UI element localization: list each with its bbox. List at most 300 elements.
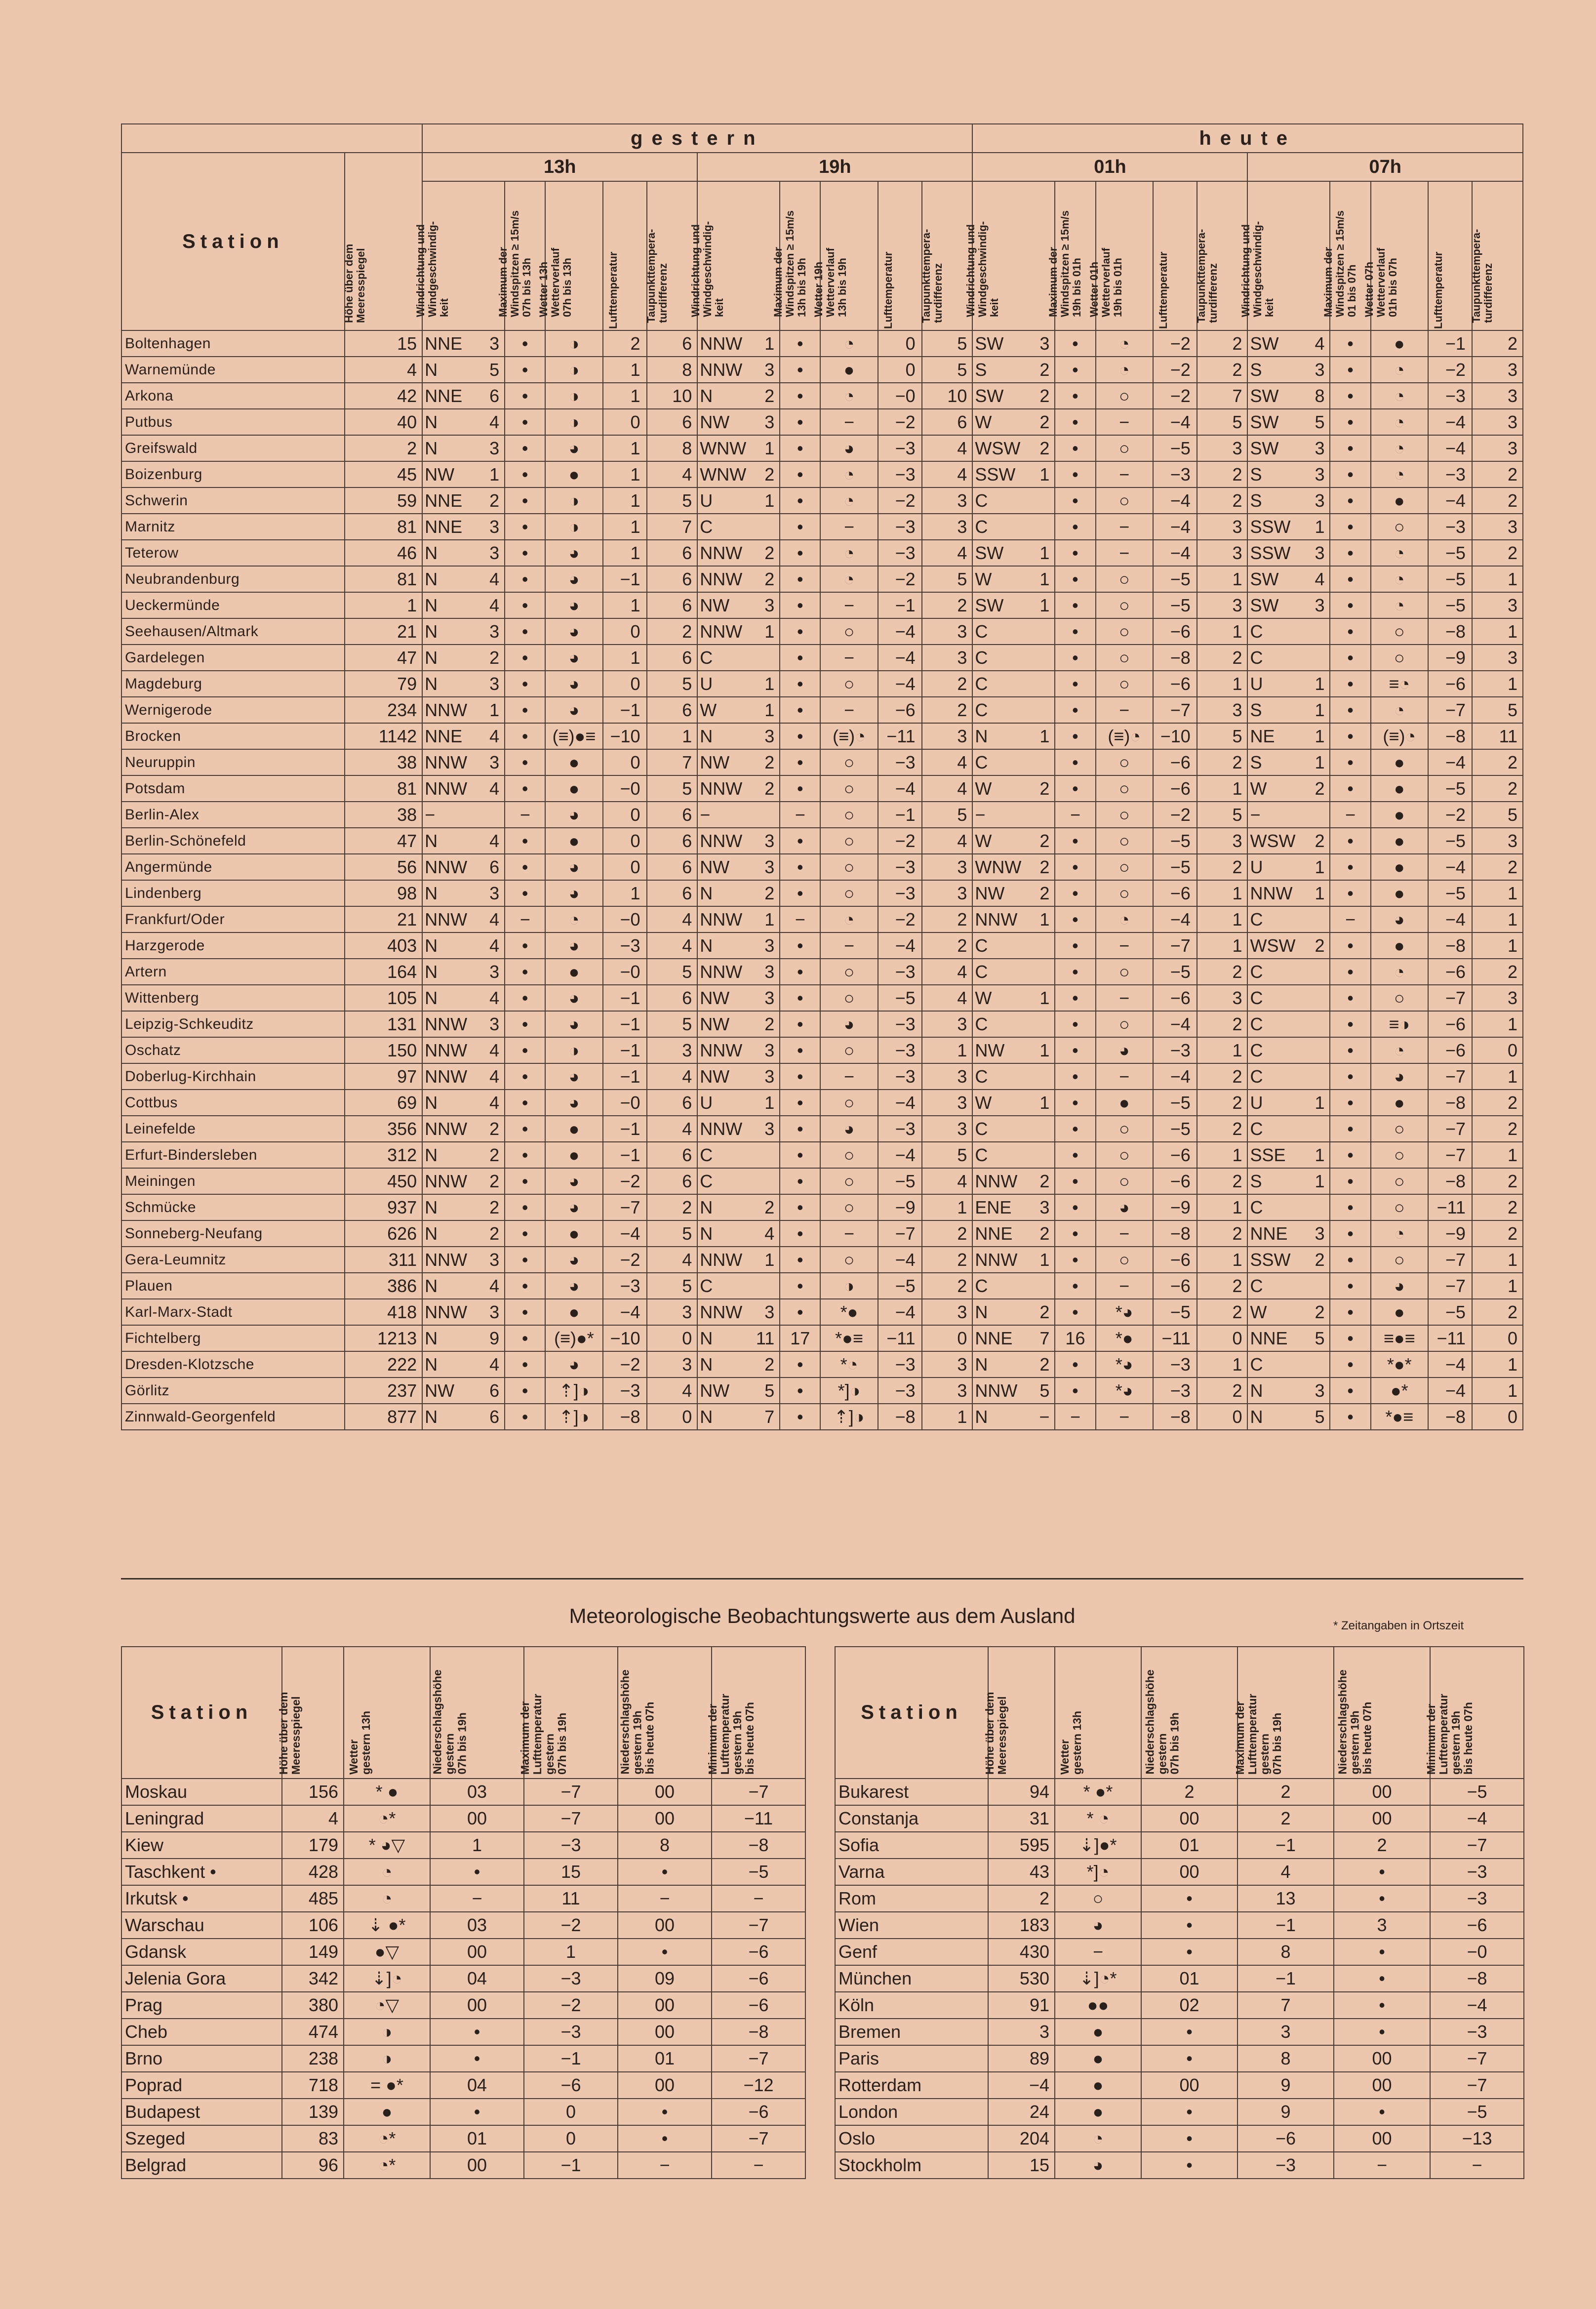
temperature-13h: 1	[603, 880, 647, 906]
ausland-row	[835, 2019, 1524, 2045]
weather-19h: ◔	[820, 383, 878, 409]
wind-speed-13h	[463, 802, 505, 828]
ausland-precip-day: •	[430, 1859, 524, 1885]
dewpoint-diff-13h: 6	[647, 854, 698, 880]
dewpoint-diff-07h: 5	[1472, 697, 1523, 723]
temperature-07h: −3	[1428, 383, 1472, 409]
dewpoint-diff-07h: 2	[1472, 854, 1523, 880]
ausland-precip-night: 3	[1334, 1912, 1430, 1939]
wind-speed-13h: 4	[463, 932, 505, 959]
dewpoint-diff-13h: 5	[647, 1220, 698, 1247]
wind-max-19h: •	[780, 645, 820, 671]
temperature-01h: −8	[1153, 645, 1197, 671]
ausland-temp-max: 11	[524, 1885, 618, 1912]
wind-speed-01h: 2	[1013, 775, 1055, 802]
dewpoint-diff-07h: 2	[1472, 1194, 1523, 1220]
temperature-13h: −4	[603, 1220, 647, 1247]
ausland-col-height-left: Höhe über dem Meeresspiegel	[282, 1647, 344, 1779]
wind-max-01h: •	[1055, 1090, 1095, 1116]
station-height: 79	[345, 671, 422, 697]
wind-speed-19h: 3	[738, 932, 780, 959]
wind-max-01h: 16	[1055, 1325, 1095, 1351]
ausland-col-station-right: Station	[835, 1647, 988, 1779]
ausland-height: 718	[282, 2072, 344, 2099]
ausland-temp-min: −7	[1430, 2072, 1524, 2099]
weather-19h: −	[820, 932, 878, 959]
temperature-19h: −4	[878, 1090, 922, 1116]
wind-max-01h: •	[1055, 645, 1095, 671]
wind-speed-19h: 1	[738, 1247, 780, 1273]
wind-speed-01h: 2	[1013, 383, 1055, 409]
dewpoint-diff-01h: 2	[1197, 1090, 1248, 1116]
wind-speed-19h: 4	[738, 1220, 780, 1247]
ausland-precip-night: •	[618, 1939, 712, 1965]
weather-07h: ○	[1371, 645, 1428, 671]
ausland-precip-day: •	[1141, 2019, 1237, 2045]
weather-19h: ○	[820, 775, 878, 802]
weather-19h: −	[820, 697, 878, 723]
dewpoint-diff-19h: 2	[922, 592, 973, 618]
dewpoint-diff-13h: 6	[647, 1142, 698, 1168]
ausland-temp-max: 9	[1237, 2072, 1334, 2099]
dewpoint-diff-19h: 1	[922, 1404, 973, 1430]
ausland-precip-day: •	[430, 2019, 524, 2045]
wind-speed-19h	[738, 1142, 780, 1168]
wind-max-01h: •	[1055, 880, 1095, 906]
temperature-19h: −11	[878, 1325, 922, 1351]
wind-speed-13h: 2	[463, 1220, 505, 1247]
col-header-dewdiff-07h: Taupunkttempera- turdifferenz	[1472, 181, 1523, 330]
temperature-13h: −0	[603, 906, 647, 932]
dewpoint-diff-01h: 3	[1197, 540, 1248, 566]
station-name: Ueckermünde	[121, 592, 345, 618]
wind-max-13h: •	[505, 618, 545, 645]
ausland-height: 139	[282, 2099, 344, 2125]
weather-01h: ○	[1096, 775, 1153, 802]
station-row	[121, 906, 1523, 932]
wind-speed-19h: 2	[738, 383, 780, 409]
col-header-temp-13h: Lufttemperatur	[603, 181, 647, 330]
wind-dir-13h: NNW	[422, 1299, 463, 1325]
wind-max-19h: •	[780, 1037, 820, 1063]
temperature-07h: −5	[1428, 566, 1472, 592]
ausland-temp-min: −5	[1430, 2099, 1524, 2125]
wind-dir-13h: N	[422, 618, 463, 645]
wind-dir-07h: WSW	[1247, 828, 1288, 854]
temperature-07h: −9	[1428, 645, 1472, 671]
temperature-01h: −3	[1153, 461, 1197, 487]
wind-dir-01h: SW	[972, 330, 1013, 357]
ausland-precip-day: 03	[430, 1912, 524, 1939]
ausland-row	[121, 2152, 805, 2179]
wind-speed-13h: 4	[463, 723, 505, 749]
dewpoint-diff-07h: 3	[1472, 435, 1523, 461]
wind-speed-07h: 1	[1288, 723, 1330, 749]
ausland-table-right	[835, 1646, 1524, 2179]
dewpoint-diff-19h: 3	[922, 514, 973, 540]
station-height: 418	[345, 1299, 422, 1325]
dewpoint-diff-07h: 2	[1472, 540, 1523, 566]
wind-dir-19h: NNW	[697, 330, 738, 357]
wind-max-13h: •	[505, 1037, 545, 1063]
ausland-precip-day: •	[1141, 2045, 1237, 2072]
ausland-temp-min: −0	[1430, 1939, 1524, 1965]
temperature-13h: 2	[603, 330, 647, 357]
temperature-19h: −3	[878, 1037, 922, 1063]
ausland-station: Irkutsk •	[121, 1885, 282, 1912]
weather-07h: ◔	[1371, 409, 1428, 435]
ausland-height: 430	[988, 1939, 1055, 1965]
wind-max-19h: •	[780, 540, 820, 566]
dewpoint-diff-07h: 11	[1472, 723, 1523, 749]
temperature-13h: 1	[603, 383, 647, 409]
station-row	[121, 854, 1523, 880]
wind-dir-13h: N	[422, 592, 463, 618]
dewpoint-diff-07h: 2	[1472, 330, 1523, 357]
wind-dir-01h: C	[972, 1142, 1013, 1168]
wind-max-19h: •	[780, 1194, 820, 1220]
wind-max-01h: •	[1055, 697, 1095, 723]
wind-max-13h: •	[505, 723, 545, 749]
weather-07h: ●	[1371, 749, 1428, 775]
station-height: 21	[345, 906, 422, 932]
dewpoint-diff-19h: 2	[922, 671, 973, 697]
ausland-col-temp-min-left: Minimum der Lufttemperatur gestern 19h bis heute 07h	[712, 1647, 805, 1779]
ausland-precip-night: 8	[618, 1832, 712, 1859]
temperature-13h: −1	[603, 1011, 647, 1037]
ausland-col-height-right: Höhe über dem Meeresspiegel	[988, 1647, 1055, 1779]
ausland-station: München	[835, 1965, 988, 1992]
dewpoint-diff-01h: 3	[1197, 985, 1248, 1011]
weather-13h: ●	[545, 1299, 602, 1325]
temperature-01h: −6	[1153, 1273, 1197, 1299]
dewpoint-diff-07h: 5	[1472, 802, 1523, 828]
wind-max-19h: −	[780, 802, 820, 828]
wind-max-13h: •	[505, 645, 545, 671]
wind-dir-07h: SW	[1247, 566, 1288, 592]
station-height: 150	[345, 1037, 422, 1063]
weather-19h: *●	[820, 1299, 878, 1325]
wind-max-07h: •	[1330, 671, 1370, 697]
temperature-01h: −4	[1153, 906, 1197, 932]
wind-speed-01h	[1013, 487, 1055, 514]
wind-dir-13h: NNE	[422, 330, 463, 357]
dewpoint-diff-19h: 3	[922, 854, 973, 880]
ausland-precip-day: 01	[1141, 1965, 1237, 1992]
temperature-07h: −5	[1428, 775, 1472, 802]
dewpoint-diff-07h: 1	[1472, 1273, 1523, 1299]
ausland-weather-13h: ●▽	[344, 1939, 430, 1965]
wind-dir-01h: NNW	[972, 906, 1013, 932]
wind-max-01h: •	[1055, 487, 1095, 514]
temperature-07h: −7	[1428, 985, 1472, 1011]
ausland-precip-day: •	[1141, 1912, 1237, 1939]
wind-max-01h: •	[1055, 1247, 1095, 1273]
wind-dir-13h: NNW	[422, 749, 463, 775]
ausland-precip-day: −	[430, 1885, 524, 1912]
weather-01h: ○	[1096, 435, 1153, 461]
weather-13h: ◑	[545, 1037, 602, 1063]
wind-dir-07h: −	[1247, 802, 1288, 828]
wind-speed-19h: 3	[738, 1063, 780, 1090]
dewpoint-diff-13h: 5	[647, 1011, 698, 1037]
wind-speed-07h: 3	[1288, 357, 1330, 383]
ausland-station: Cheb	[121, 2019, 282, 2045]
dewpoint-diff-01h: 1	[1197, 1142, 1248, 1168]
wind-max-01h: •	[1055, 1037, 1095, 1063]
temperature-07h: −7	[1428, 1247, 1472, 1273]
temperature-01h: −2	[1153, 330, 1197, 357]
wind-speed-13h: 3	[463, 959, 505, 985]
ausland-weather-13h: ⇣]◔*	[1055, 1965, 1141, 1992]
station-row	[121, 592, 1523, 618]
wind-max-07h: •	[1330, 1247, 1370, 1273]
dewpoint-diff-01h: 2	[1197, 1273, 1248, 1299]
dewpoint-diff-01h: 1	[1197, 775, 1248, 802]
main-table-body	[121, 330, 1523, 1430]
wind-dir-07h: C	[1247, 1063, 1288, 1090]
ausland-temp-max: −6	[1237, 2125, 1334, 2152]
wind-max-13h: •	[505, 592, 545, 618]
wind-speed-01h: 2	[1013, 357, 1055, 383]
wind-dir-01h: WNW	[972, 854, 1013, 880]
wind-max-07h: •	[1330, 1404, 1370, 1430]
dewpoint-diff-19h: 4	[922, 775, 973, 802]
wind-max-13h: •	[505, 1116, 545, 1142]
ausland-weather-13h: ⇣]●*	[1055, 1832, 1141, 1859]
col-header-weather-01h: Wetter 01h Wetterverlauf 19h bis 01h	[1096, 181, 1153, 330]
wind-max-13h: •	[505, 566, 545, 592]
dewpoint-diff-01h: 1	[1197, 1037, 1248, 1063]
wind-speed-07h: 4	[1288, 566, 1330, 592]
wind-speed-13h: 1	[463, 697, 505, 723]
station-name: Artern	[121, 959, 345, 985]
ausland-precip-day: •	[430, 2045, 524, 2072]
wind-speed-07h: 3	[1288, 487, 1330, 514]
weather-01h: ○	[1096, 1247, 1153, 1273]
dewpoint-diff-19h: 3	[922, 487, 973, 514]
ausland-precip-day: 00	[430, 2152, 524, 2179]
wind-max-19h: •	[780, 461, 820, 487]
temperature-13h: −0	[603, 1090, 647, 1116]
wind-dir-13h: NW	[422, 461, 463, 487]
weather-19h: −	[820, 1063, 878, 1090]
weather-19h: −	[820, 592, 878, 618]
dewpoint-diff-13h: 6	[647, 985, 698, 1011]
ausland-temp-min: −4	[1430, 1992, 1524, 2019]
ausland-weather-13h: ●	[1055, 2072, 1141, 2099]
dewpoint-diff-07h: 2	[1472, 749, 1523, 775]
temperature-19h: −4	[878, 645, 922, 671]
weather-13h: ◑	[545, 409, 602, 435]
ausland-row	[121, 1885, 805, 1912]
weather-01h: ○	[1096, 383, 1153, 409]
wind-dir-19h: NNW	[697, 1299, 738, 1325]
temperature-01h: −6	[1153, 775, 1197, 802]
ausland-row	[835, 1805, 1524, 1832]
dewpoint-diff-01h: 1	[1197, 618, 1248, 645]
wind-speed-19h: 3	[738, 723, 780, 749]
ausland-height: 3	[988, 2019, 1055, 2045]
wind-max-07h: •	[1330, 357, 1370, 383]
col-header-dewdiff-13h: Taupunkttempera- turdifferenz	[647, 181, 698, 330]
wind-max-13h: •	[505, 435, 545, 461]
wind-speed-13h: 4	[463, 566, 505, 592]
ausland-precip-night: •	[618, 2125, 712, 2152]
ausland-col-precip-day-left: Niederschlagshöhe gestern 07h bis 19h	[430, 1647, 524, 1779]
dewpoint-diff-07h: 2	[1472, 775, 1523, 802]
temperature-07h: −3	[1428, 461, 1472, 487]
weather-07h: ◔	[1371, 697, 1428, 723]
station-name: Frankfurt/Oder	[121, 906, 345, 932]
ausland-height: 83	[282, 2125, 344, 2152]
wind-max-07h: •	[1330, 1377, 1370, 1404]
temperature-19h: −3	[878, 514, 922, 540]
wind-dir-13h: NNE	[422, 514, 463, 540]
temperature-07h: −8	[1428, 723, 1472, 749]
col-header-wind-01h: Windrichtung und Windgeschwindig- keit	[972, 181, 1055, 330]
dewpoint-diff-19h: 6	[922, 409, 973, 435]
ausland-height: 89	[988, 2045, 1055, 2072]
ausland-weather-13h: ●	[1055, 2099, 1141, 2125]
wind-max-19h: •	[780, 697, 820, 723]
dewpoint-diff-07h: 1	[1472, 1142, 1523, 1168]
ausland-weather-13h: ◕	[1055, 2152, 1141, 2179]
wind-speed-19h: 3	[738, 1037, 780, 1063]
wind-speed-13h: 3	[463, 1299, 505, 1325]
ausland-row	[835, 1939, 1524, 1965]
temperature-19h: −3	[878, 1377, 922, 1404]
wind-dir-13h: NNW	[422, 1168, 463, 1194]
ausland-height: 24	[988, 2099, 1055, 2125]
ausland-col-weather-13h-left: Wetter gestern 13h	[344, 1647, 430, 1779]
ausland-precip-night: •	[618, 1859, 712, 1885]
weather-13h: ●	[545, 1116, 602, 1142]
temperature-19h: −4	[878, 671, 922, 697]
ausland-station: Warschau	[121, 1912, 282, 1939]
temperature-07h: −6	[1428, 671, 1472, 697]
wind-dir-07h: C	[1247, 1351, 1288, 1377]
ausland-weather-13h: ⇣]◔	[344, 1965, 430, 1992]
wind-dir-07h: NNE	[1247, 1325, 1288, 1351]
dewpoint-diff-01h: 3	[1197, 435, 1248, 461]
ausland-weather-13h: ◔▽	[344, 1992, 430, 2019]
wind-speed-19h: 2	[738, 880, 780, 906]
wind-speed-07h	[1288, 906, 1330, 932]
ausland-height: 485	[282, 1885, 344, 1912]
wind-max-01h: •	[1055, 330, 1095, 357]
ausland-col-temp-max-left: Maximum der Lufttemperatur gestern 07h bis 19h	[524, 1647, 618, 1779]
dewpoint-diff-19h: 0	[922, 1325, 973, 1351]
col-header-temp-07h: Lufttemperatur	[1428, 181, 1472, 330]
ausland-weather-13h: ◔	[344, 1885, 430, 1912]
wind-speed-01h	[1013, 645, 1055, 671]
wind-speed-13h: 3	[463, 880, 505, 906]
dewpoint-diff-19h: 1	[922, 1194, 973, 1220]
wind-max-19h: •	[780, 566, 820, 592]
ausland-precip-night: 00	[618, 1992, 712, 2019]
wind-dir-01h: C	[972, 749, 1013, 775]
wind-dir-13h: NNE	[422, 723, 463, 749]
ausland-station: Belgrad	[121, 2152, 282, 2179]
ausland-temp-max: 2	[1237, 1779, 1334, 1805]
wind-dir-01h: NNE	[972, 1325, 1013, 1351]
weather-07h: ◔	[1371, 959, 1428, 985]
ausland-precip-night: •	[618, 2099, 712, 2125]
weather-07h: (≡)◔	[1371, 723, 1428, 749]
station-name: Neubrandenburg	[121, 566, 345, 592]
temperature-13h: 1	[603, 461, 647, 487]
station-height: 311	[345, 1247, 422, 1273]
station-name: Fichtelberg	[121, 1325, 345, 1351]
temperature-13h: 1	[603, 514, 647, 540]
weather-01h: −	[1096, 1273, 1153, 1299]
wind-max-19h: •	[780, 1351, 820, 1377]
dewpoint-diff-19h: 4	[922, 828, 973, 854]
wind-max-19h: •	[780, 828, 820, 854]
weather-19h: −	[820, 514, 878, 540]
ausland-precip-night: •	[1334, 1859, 1430, 1885]
wind-dir-13h: N	[422, 1194, 463, 1220]
weather-01h: ○	[1096, 828, 1153, 854]
ausland-weather-13h: * ◕▽	[344, 1832, 430, 1859]
temperature-19h: −3	[878, 854, 922, 880]
temperature-19h: −4	[878, 1142, 922, 1168]
weather-13h: ●	[545, 959, 602, 985]
wind-dir-13h: N	[422, 1351, 463, 1377]
station-name: Teterow	[121, 540, 345, 566]
station-height: 45	[345, 461, 422, 487]
dewpoint-diff-19h: 3	[922, 1351, 973, 1377]
wind-dir-13h: N	[422, 959, 463, 985]
dewpoint-diff-07h: 3	[1472, 514, 1523, 540]
wind-max-01h: •	[1055, 1142, 1095, 1168]
ausland-station: Rotterdam	[835, 2072, 988, 2099]
ausland-station: Paris	[835, 2045, 988, 2072]
wind-max-07h: •	[1330, 828, 1370, 854]
wind-dir-01h: C	[972, 1116, 1013, 1142]
dewpoint-diff-13h: 6	[647, 645, 698, 671]
wind-speed-07h: 1	[1288, 1142, 1330, 1168]
station-row	[121, 1142, 1523, 1168]
station-row	[121, 802, 1523, 828]
station-name: Angermünde	[121, 854, 345, 880]
wind-max-19h: •	[780, 749, 820, 775]
wind-speed-19h: 2	[738, 566, 780, 592]
temperature-01h: −2	[1153, 357, 1197, 383]
wind-max-07h: −	[1330, 906, 1370, 932]
temperature-07h: −5	[1428, 540, 1472, 566]
temperature-13h: 0	[603, 802, 647, 828]
wind-dir-07h: C	[1247, 618, 1288, 645]
wind-speed-01h: 1	[1013, 540, 1055, 566]
wind-dir-19h: NW	[697, 1063, 738, 1090]
ausland-precip-day: 2	[1141, 1779, 1237, 1805]
ausland-temp-max: −1	[524, 2045, 618, 2072]
wind-speed-07h: 5	[1288, 409, 1330, 435]
wind-dir-07h: C	[1247, 1116, 1288, 1142]
ausland-precip-night: 01	[618, 2045, 712, 2072]
wind-max-13h: •	[505, 749, 545, 775]
temperature-01h: −5	[1153, 1090, 1197, 1116]
ausland-precip-night: •	[1334, 1885, 1430, 1912]
weather-19h: ◔	[820, 461, 878, 487]
ausland-station: Taschkent •	[121, 1859, 282, 1885]
wind-max-19h: −	[780, 906, 820, 932]
temperature-01h: −6	[1153, 1247, 1197, 1273]
dewpoint-diff-01h: 2	[1197, 1063, 1248, 1090]
station-row	[121, 435, 1523, 461]
